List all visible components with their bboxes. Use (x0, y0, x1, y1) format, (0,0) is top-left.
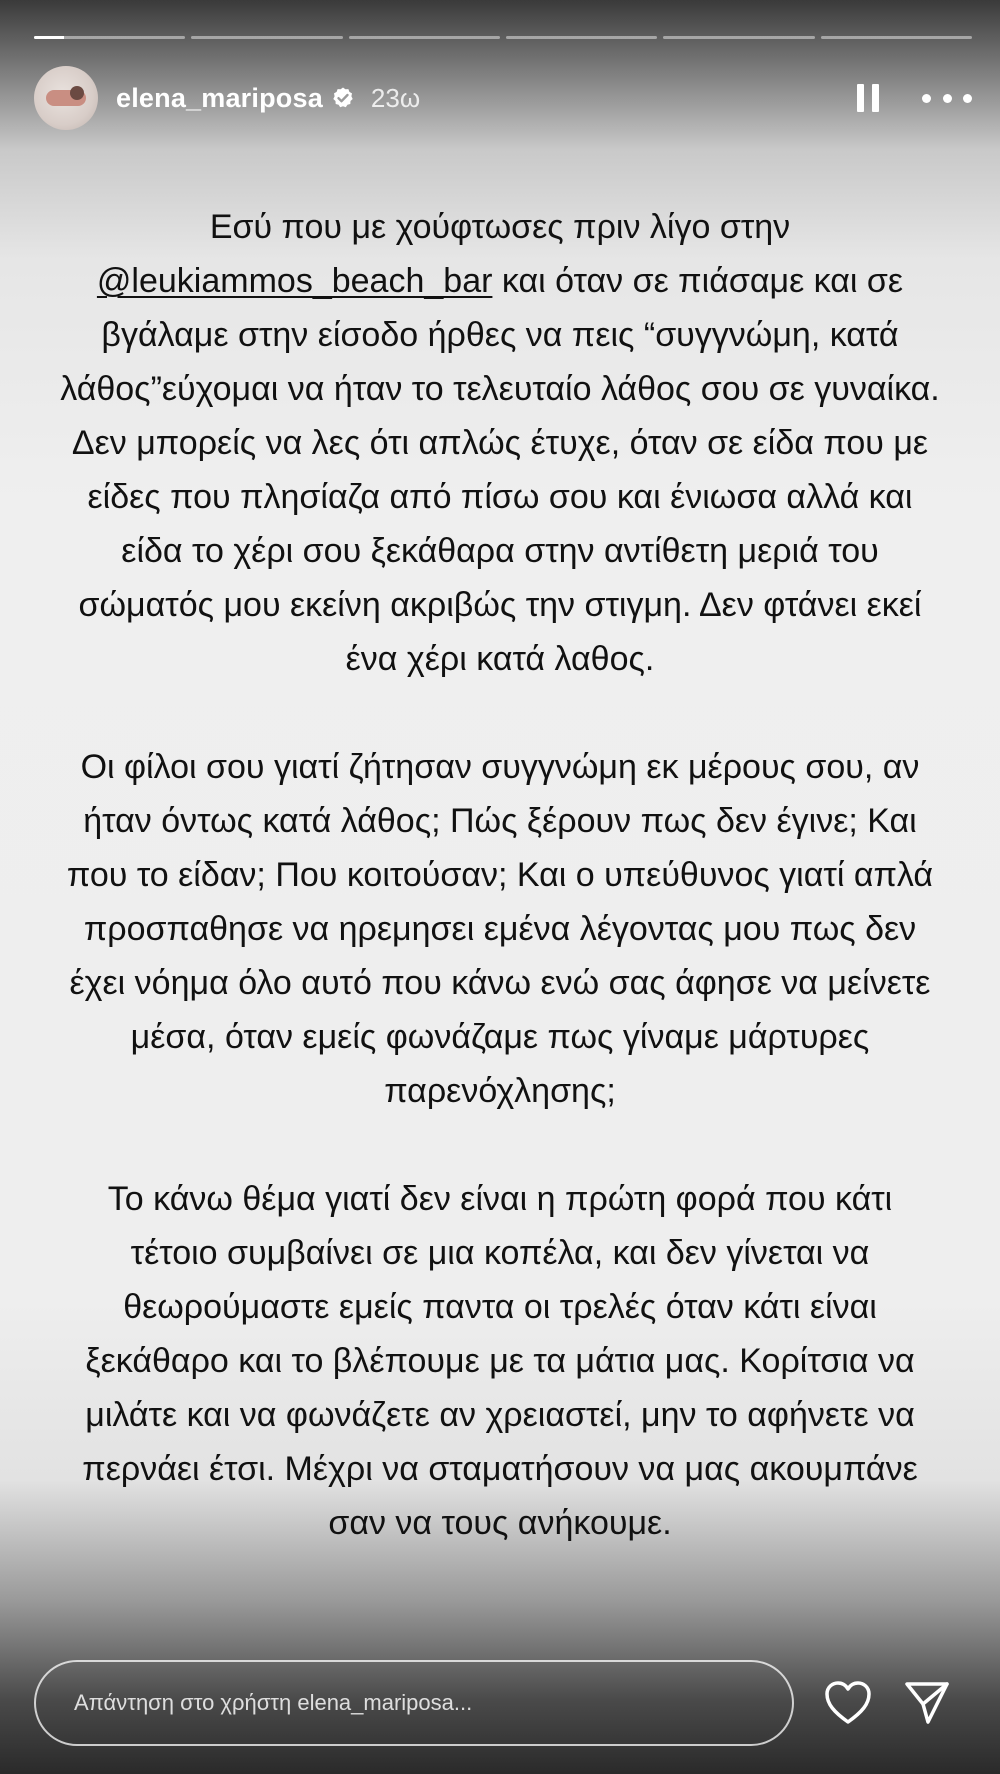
story-text (60, 200, 940, 1604)
story-header (34, 66, 972, 130)
verified-badge-icon (331, 86, 355, 110)
pause-icon (857, 84, 864, 112)
like-heart-icon[interactable] (824, 1680, 872, 1726)
progress-segment (506, 36, 657, 39)
story-paragraph (60, 200, 940, 686)
username[interactable]: elena_mariposa (116, 82, 323, 113)
mention-link[interactable]: @leukiammos_beach_bar (96, 262, 493, 300)
pause-button[interactable] (848, 76, 888, 120)
progress-segment (349, 36, 500, 39)
reply-input[interactable] (72, 1689, 792, 1717)
send-message-icon[interactable] (904, 1680, 950, 1726)
more-options-button[interactable] (922, 76, 972, 120)
story-text-segment: Εσύ που με χούφτωσες πριν λίγο στην (209, 208, 791, 246)
story-text-segment: και όταν σε πιάσαμε και σε βγάλαμε στην είσοδο ήρθες να πεις “συγγνώμη, κατά λάθος”εύχομαι να ήταν το τελευταίο λάθος σου σε γυναίκα. Δεν μπορείς να λες ότι απλώς έτυχε, όταν σε είδα που με είδες που πλησίαζα από πίσω σου και ένιωσα αλλά και είδα το χέρι σου ξεκάθαρα στην αντίθετη μεριά του σώματός μου εκείνη ακριβώς την στιγμη. Δεν φτάνει εκεί ένα χέρι κατά λαθος. (60, 262, 940, 678)
more-dots-icon (922, 94, 931, 103)
avatar[interactable] (34, 66, 98, 130)
progress-segment (34, 36, 185, 39)
progress-segment (663, 36, 814, 39)
reply-box[interactable] (34, 1660, 794, 1746)
story-paragraph: Οι φίλοι σου γιατί ζήτησαν συγγνώμη εκ μέρους σου, αν ήταν όντως κατά λάθος; Πώς ξέρουν πως δεν έγινε; Και που το είδαν; Που κοιτούσαν; Και ο υπεύθυνος γιατί απλά προσπαθησε να ηρεμησει εμένα λέγοντας μου πως δεν έχει νόημα όλο αυτό που κάνω ενώ σας άφησε να μείνετε μέσα, όταν εμείς φωνάζαμε πως γίναμε μάρτυρες παρενόχλησης; (66, 748, 934, 1110)
progress-segment (821, 36, 972, 39)
progress-segment (191, 36, 342, 39)
post-time: 23ω (370, 82, 421, 113)
story-paragraph: Το κάνω θέμα γιατί δεν είναι η πρώτη φορά που κάτι τέτοιο συμβαίνει σε μια κοπέλα, και δεν γίνεται να θεωρούμαστε εμείς παντα οι τρελές όταν κάτι είναι ξεκάθαρο και το βλέπουμε με τα μάτια μας. Κορίτσια να μιλάτε και να φωνάζετε αν χρειαστεί, μην το αφήνετε να περνάει έτσι. Μέχρι να σταματήσουν να μας ακουμπάνε σαν να τους ανήκουμε. (82, 1180, 918, 1542)
story-progress-bar (34, 36, 972, 40)
